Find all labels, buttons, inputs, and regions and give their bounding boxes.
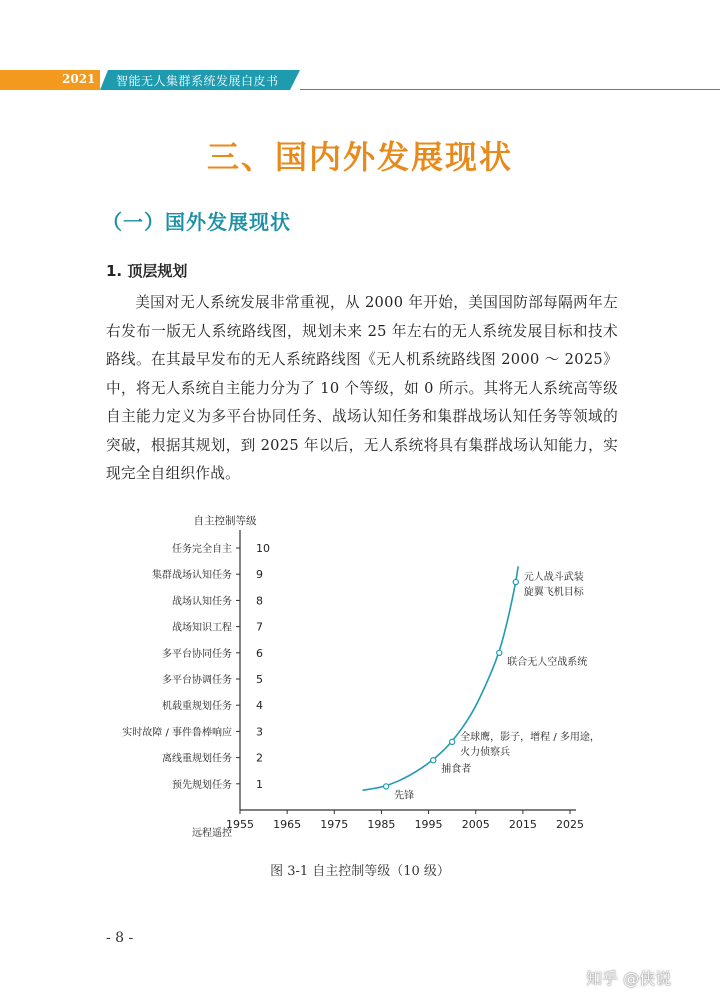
y-tick-value: 8 — [256, 594, 263, 608]
y-level-name: 战场认知任务 — [172, 596, 232, 608]
section-title: （一）国外发展现状 — [102, 210, 291, 234]
y-axis-label: 自主控制等级 — [193, 515, 257, 527]
header-rule — [300, 89, 720, 90]
y-level-name: 战场知识工程 — [172, 622, 232, 634]
y-tick-value: 2 — [256, 751, 263, 765]
x-tick-label: 2025 — [556, 818, 584, 831]
page-header — [0, 70, 720, 90]
chapter-title: 三、国内外发展现状 — [206, 138, 513, 176]
subsection-title: 1. 顶层规划 — [106, 262, 188, 280]
point-annotation: 联合无人空战系统 — [507, 656, 588, 668]
y-level-name: 预先规划任务 — [172, 779, 232, 791]
y-level-name: 任务完全自主 — [172, 544, 232, 555]
y-tick-value: 7 — [256, 620, 263, 634]
x-tick-label: 2005 — [461, 818, 490, 831]
point-annotation: 火力侦察兵 — [460, 746, 511, 758]
autonomy-chart — [122, 510, 600, 850]
y-level-name: 实时故障 / 事件鲁棒响应 — [122, 727, 232, 739]
y-tick-value: 9 — [256, 568, 263, 582]
y-tick-value: 10 — [256, 542, 270, 555]
point-annotation: 捕食者 — [441, 764, 472, 776]
y-level-name: 多平台协调任务 — [162, 675, 232, 686]
point-annotation: 全球鹰，影子，增程 / 多用途， — [460, 731, 600, 743]
y-level-name: 远程遥控 — [192, 828, 232, 839]
y-tick-value: 3 — [256, 725, 263, 739]
y-tick-value: 5 — [256, 673, 263, 686]
x-tick-label: 2015 — [508, 818, 537, 831]
y-tick-value: 4 — [256, 699, 263, 713]
header-year: 2021 — [62, 72, 96, 86]
y-tick-value: 6 — [256, 646, 263, 660]
body-paragraph: 美国对无人系统发展非常重视，从 2000 年开始，美国国防部每隔两年左右发布一版无人系统路线图，规划未来 25 年左右的无人系统发展目标和技术路线。在其最早发布的无人系统路线图《无人机系统路线图 2000 ～ 2025》中，将无人系统自主能力分为了 10 个等级，如 0 所示。其将无人系统高等级自主能力定义为多平台协同任务、战场认知任务和集群战场认知任务等领域的突破，根据其规划，到 2025 年以后，无人系统将具有集群战场认知能力，实现完全自组织作战。 — [106, 294, 618, 482]
figure-caption: 图 3-1 自主控制等级（10 级） — [270, 864, 450, 879]
x-tick-label: 1995 — [414, 818, 443, 831]
point-annotation: 旋翼飞机目标 — [523, 587, 584, 599]
curve-point — [384, 784, 389, 789]
curve-point — [497, 650, 502, 655]
chart-svg — [122, 510, 600, 850]
x-tick-label: 1985 — [367, 818, 396, 831]
point-annotation: 先锋 — [394, 790, 415, 802]
y-level-name: 离线重规划任务 — [162, 753, 232, 765]
watermark-text: 知乎 @侠说 — [586, 969, 672, 988]
y-level-name: 集群战场认知任务 — [152, 570, 232, 582]
curve-point — [450, 739, 455, 744]
page-number: - 8 - — [106, 930, 134, 946]
curve-point — [513, 579, 518, 584]
y-level-name: 多平台协同任务 — [162, 648, 232, 660]
point-annotation: 元人战斗武装 — [523, 572, 584, 584]
x-tick-label: 1965 — [273, 818, 302, 831]
x-tick-label: 1955 — [226, 818, 254, 831]
x-tick-label: 1975 — [320, 818, 349, 831]
header-title: 智能无人集群系统发展白皮书 — [116, 74, 279, 88]
y-level-name: 机载重规划任务 — [162, 701, 232, 713]
y-tick-value: 1 — [256, 777, 263, 791]
curve-point — [431, 758, 436, 763]
